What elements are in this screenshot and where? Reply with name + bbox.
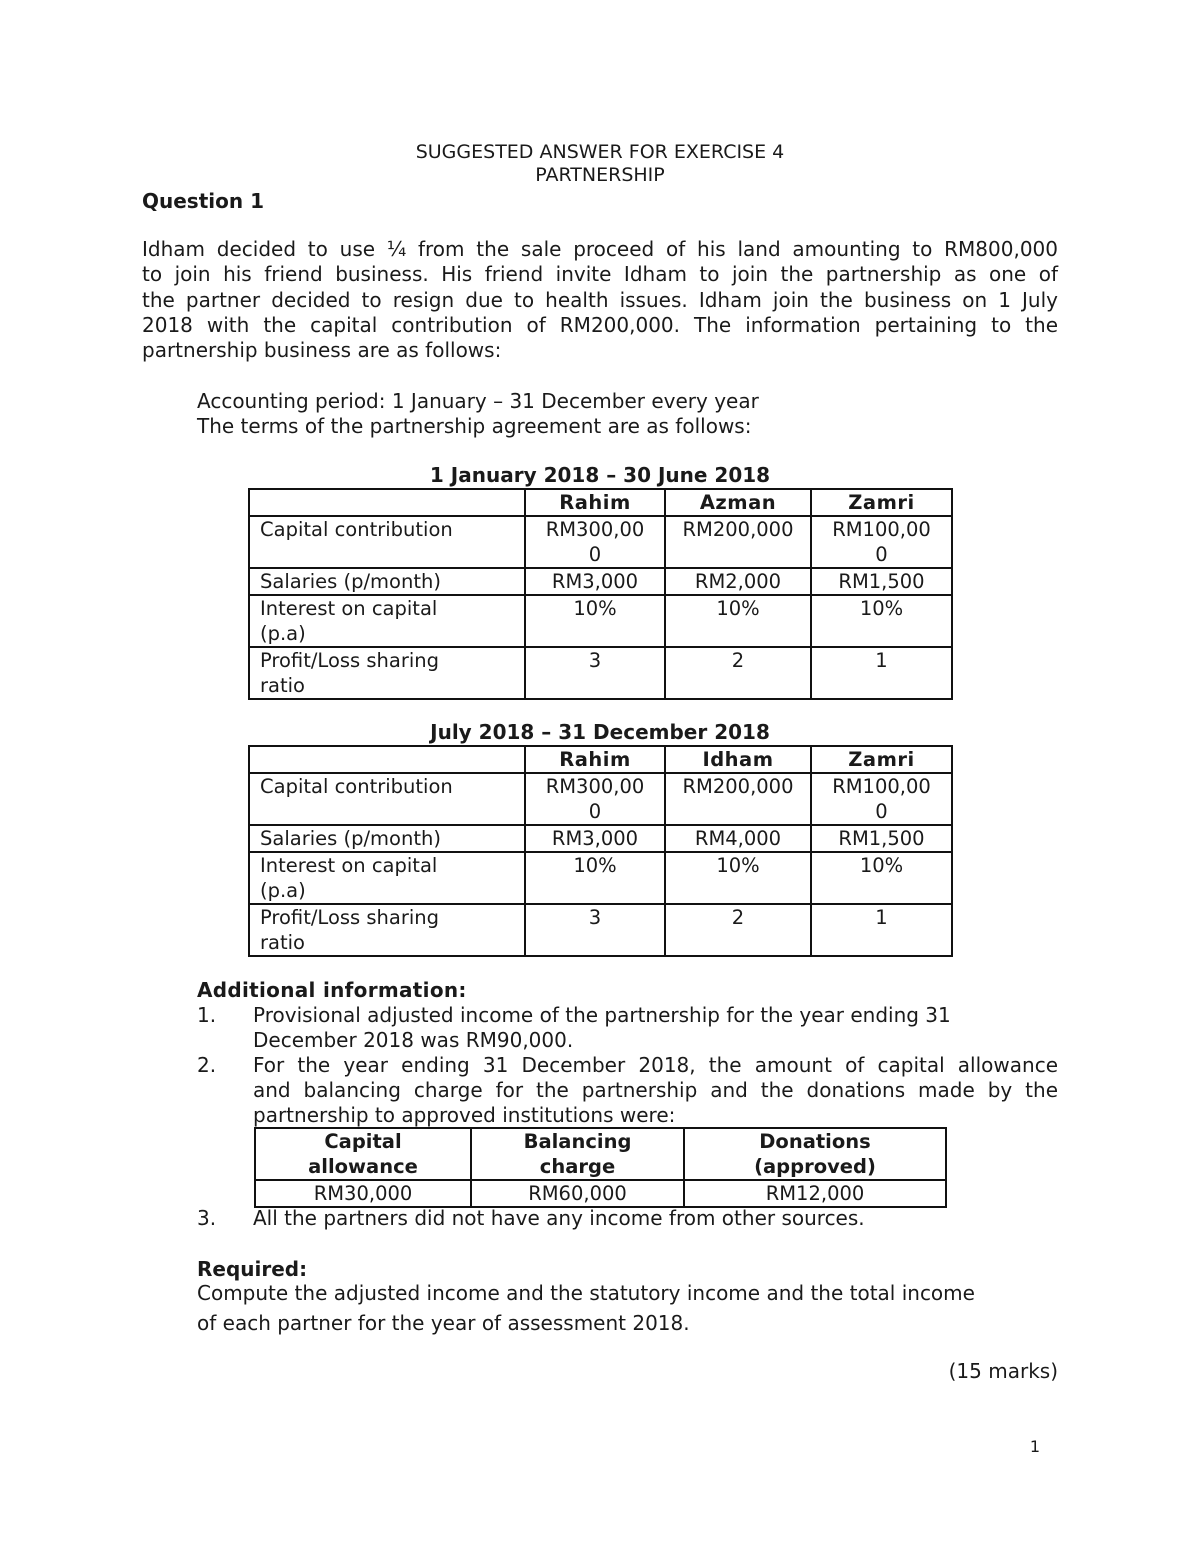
- item-line: partnership to approved institutions were:: [253, 1103, 676, 1127]
- table-cell: RM60,000: [471, 1180, 684, 1207]
- table2-caption: July 2018 – 31 December 2018: [430, 720, 770, 744]
- table-header-row: [255, 1128, 946, 1180]
- required-text-line: of each partner for the year of assessment 2018.: [197, 1311, 690, 1335]
- table-cell: 1: [811, 647, 952, 699]
- additional-item-3: [253, 1206, 1058, 1231]
- table-cell: RM3,000: [525, 825, 665, 852]
- table-cell: 2: [665, 647, 811, 699]
- table-cell: 2: [665, 904, 811, 956]
- allowance-table: [254, 1127, 947, 1208]
- item-line: For the year ending 31 December 2018, the amount of capital allowance: [253, 1053, 1058, 1077]
- paragraph-line: to join his friend business. His friend invite Idham to join the partnership as one of: [142, 262, 1058, 287]
- header-cell: [249, 746, 525, 773]
- table-cell: RM200,000: [665, 773, 811, 825]
- row-label: Profit/Loss sharing ratio: [249, 647, 525, 699]
- terms-intro: The terms of the partnership agreement are as follows:: [197, 414, 752, 438]
- row-label: Capital contribution: [249, 516, 525, 568]
- row-label: Profit/Loss sharing ratio: [249, 904, 525, 956]
- table-row: [249, 852, 952, 904]
- table-cell: RM2,000: [665, 568, 811, 595]
- item-number: 1.: [197, 1003, 217, 1027]
- header-cell: Zamri: [811, 746, 952, 773]
- table-header-row: [249, 489, 952, 516]
- table-cell: RM200,000: [665, 516, 811, 568]
- item-number: 3.: [197, 1206, 217, 1230]
- table-cell: 10%: [665, 852, 811, 904]
- paragraph-line: Idham decided to use ¼ from the sale proceed of his land amounting to RM800,000: [142, 237, 1058, 261]
- table-cell: RM3,000: [525, 568, 665, 595]
- header-cell: Rahim: [525, 746, 665, 773]
- header-cell: Capital allowance: [255, 1128, 471, 1180]
- table1-caption: 1 January 2018 – 30 June 2018: [429, 463, 771, 487]
- additional-item-2: [253, 1053, 1058, 1128]
- table-row: [249, 568, 952, 595]
- row-label: Interest on capital (p.a): [249, 852, 525, 904]
- table-cell: 10%: [811, 852, 952, 904]
- item-line: December 2018 was RM90,000.: [253, 1028, 574, 1052]
- additional-item-1: [253, 1003, 1058, 1053]
- table-cell: 10%: [525, 595, 665, 647]
- header-cell: Donations (approved): [684, 1128, 946, 1180]
- terms-table-first-half: [248, 488, 953, 700]
- item-number: 2.: [197, 1053, 217, 1077]
- item-line: All the partners did not have any income from other sources.: [253, 1206, 865, 1230]
- additional-info-heading: Additional information:: [197, 978, 467, 1002]
- table-row: [249, 647, 952, 699]
- table-header-row: [249, 746, 952, 773]
- table-cell: RM4,000: [665, 825, 811, 852]
- header-cell: Zamri: [811, 489, 952, 516]
- paragraph-line: the partner decided to resign due to health issues. Idham join the business on 1 July: [142, 287, 1058, 312]
- row-label: Salaries (p/month): [249, 825, 525, 852]
- row-label: Capital contribution: [249, 773, 525, 825]
- table-row: [249, 825, 952, 852]
- table-cell: RM30,000: [255, 1180, 471, 1207]
- table-cell: RM300,00 0: [525, 773, 665, 825]
- item-line: Provisional adjusted income of the partnership for the year ending 31: [253, 1003, 951, 1027]
- question-label: Question 1: [142, 189, 264, 213]
- page-number: 1: [1029, 1437, 1040, 1456]
- header-cell: [249, 489, 525, 516]
- table-row: [249, 516, 952, 568]
- table-row: [249, 773, 952, 825]
- terms-table-second-half: [248, 745, 953, 957]
- table-cell: RM300,00 0: [525, 516, 665, 568]
- table-cell: RM12,000: [684, 1180, 946, 1207]
- table-cell: RM1,500: [811, 568, 952, 595]
- document-subtitle: PARTNERSHIP: [535, 164, 665, 186]
- table-cell: RM100,00 0: [811, 516, 952, 568]
- header-cell: Azman: [665, 489, 811, 516]
- row-label: Salaries (p/month): [249, 568, 525, 595]
- accounting-period: Accounting period: 1 January – 31 December every year: [197, 389, 759, 413]
- table-row: [255, 1180, 946, 1207]
- table-cell: 10%: [665, 595, 811, 647]
- table-cell: 3: [525, 647, 665, 699]
- table-cell: RM100,00 0: [811, 773, 952, 825]
- header-cell: Rahim: [525, 489, 665, 516]
- paragraph-line: 2018 with the capital contribution of RM200,000. The information pertaining to the: [142, 312, 1058, 337]
- table-cell: RM1,500: [811, 825, 952, 852]
- document-title: SUGGESTED ANSWER FOR EXERCISE 4: [415, 141, 785, 163]
- required-heading: Required:: [197, 1257, 308, 1281]
- table-row: [249, 904, 952, 956]
- header-cell: Idham: [665, 746, 811, 773]
- table-cell: 1: [811, 904, 952, 956]
- table-row: [249, 595, 952, 647]
- row-label: Interest on capital (p.a): [249, 595, 525, 647]
- table-cell: 10%: [811, 595, 952, 647]
- question-paragraph: [142, 237, 1058, 363]
- table-cell: 10%: [525, 852, 665, 904]
- item-line: and balancing charge for the partnership and the donations made by the: [253, 1078, 1058, 1102]
- header-cell: Balancing charge: [471, 1128, 684, 1180]
- table-cell: 3: [525, 904, 665, 956]
- paragraph-line: partnership business are as follows:: [142, 338, 502, 363]
- marks-label: (15 marks): [948, 1359, 1058, 1383]
- required-text-line: Compute the adjusted income and the statutory income and the total income: [197, 1281, 975, 1305]
